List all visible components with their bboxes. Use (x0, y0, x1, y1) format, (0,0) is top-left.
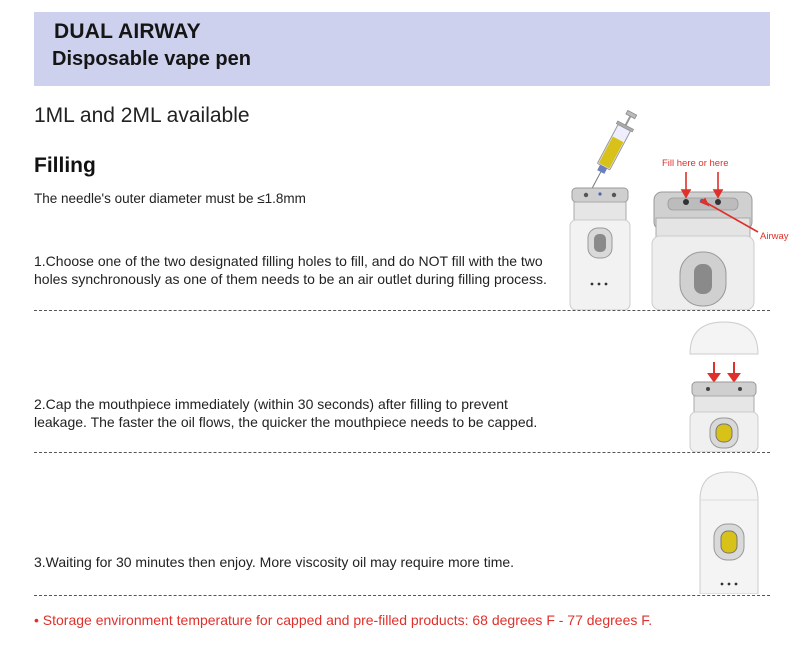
divider (34, 595, 770, 596)
fill-holes-diagram (648, 152, 796, 310)
page-title: DUAL AIRWAY (54, 20, 201, 43)
step-2-text: 2.Cap the mouthpiece immediately (within 30 seconds) after filling to prevent leakage. The faster the oil flows, the quicker the mouthpiece needs to be capped. (34, 396, 538, 430)
page-subtitle: Disposable vape pen (52, 48, 251, 70)
step-3-text: 3.Waiting for 30 minutes then enjoy. More viscosity oil may require more time. (34, 554, 515, 570)
syringe-filling-illustration (560, 104, 650, 310)
divider (34, 310, 770, 311)
capping-illustration (684, 318, 764, 452)
section-title-filling: Filling (34, 154, 96, 177)
divider (34, 452, 770, 453)
finished-pen-illustration (694, 466, 764, 594)
availability-text: 1ML and 2ML available (34, 104, 250, 127)
airway-label: Airway (760, 231, 789, 242)
storage-temperature-note: • Storage environment temperature for capped and pre-filled products: 68 degrees F - 77 degrees F. (34, 612, 653, 628)
step-1-text: 1.Choose one of the two designated filling holes to fill, and do NOT fill with the two holes synchronously as one of them needs to be an air outlet during filling process. (34, 253, 547, 287)
arrow-down-icon (709, 362, 739, 381)
mouthpiece-cap-icon (690, 322, 758, 354)
vape-pen-icon (570, 188, 630, 310)
fill-here-label: Fill here or here (662, 158, 729, 169)
syringe-icon (584, 109, 640, 193)
needle-diameter-note: The needle's outer diameter must be ≤1.8mm (34, 191, 306, 206)
